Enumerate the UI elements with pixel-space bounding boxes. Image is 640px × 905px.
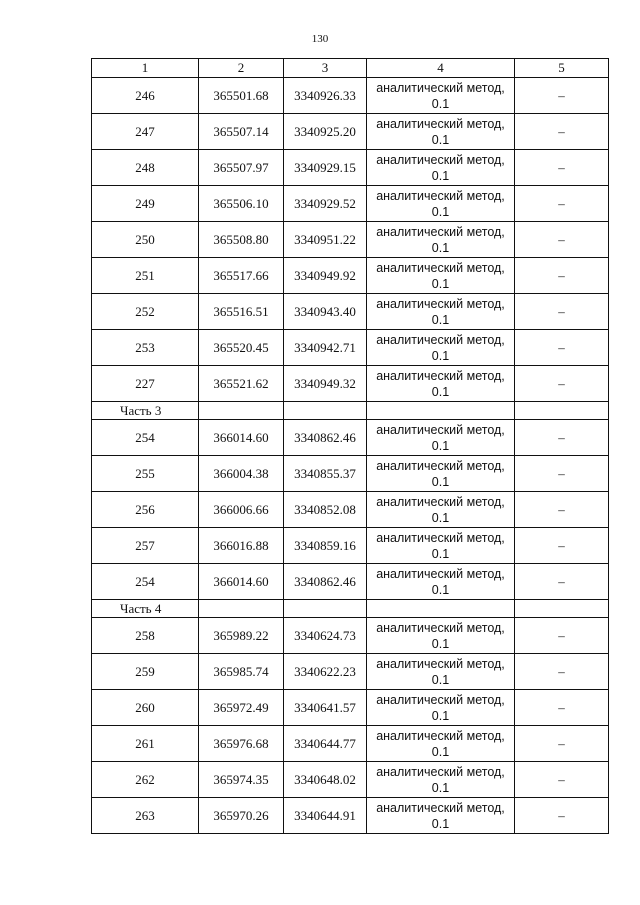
point-number-cell: 263	[92, 798, 199, 834]
table-row	[92, 456, 609, 492]
y-coordinate-cell: 3340624.73	[284, 618, 367, 654]
y-coordinate-cell: 3340862.46	[284, 420, 367, 456]
y-coordinate-cell: 3340644.91	[284, 798, 367, 834]
section-row	[92, 402, 609, 420]
table-row	[92, 330, 609, 366]
method-cell: аналитический метод, 0.1	[367, 564, 515, 600]
point-number-cell: 227	[92, 366, 199, 402]
y-coordinate-cell: 3340942.71	[284, 330, 367, 366]
note-cell: –	[515, 420, 609, 456]
method-cell: аналитический метод, 0.1	[367, 330, 515, 366]
y-coordinate-cell: 3340855.37	[284, 456, 367, 492]
x-coordinate-cell: 366004.38	[199, 456, 284, 492]
note-cell: –	[515, 690, 609, 726]
x-coordinate-cell: 365501.68	[199, 78, 284, 114]
x-coordinate-cell: 365516.51	[199, 294, 284, 330]
column-header-5: 5	[515, 59, 609, 78]
y-coordinate-cell: 3340622.23	[284, 654, 367, 690]
page-number: 130	[311, 33, 329, 45]
note-cell: –	[515, 798, 609, 834]
method-cell: аналитический метод, 0.1	[367, 78, 515, 114]
point-number-cell: 250	[92, 222, 199, 258]
table-row	[92, 762, 609, 798]
column-header-2: 2	[199, 59, 284, 78]
table-row	[92, 78, 609, 114]
section-row	[92, 600, 609, 618]
y-coordinate-cell: 3340929.15	[284, 150, 367, 186]
note-cell: –	[515, 618, 609, 654]
point-number-cell: 259	[92, 654, 199, 690]
x-coordinate-cell: 365521.62	[199, 366, 284, 402]
note-cell: –	[515, 222, 609, 258]
empty-cell	[199, 600, 284, 618]
method-cell: аналитический метод, 0.1	[367, 762, 515, 798]
y-coordinate-cell: 3340949.32	[284, 366, 367, 402]
section-label: Часть 4	[92, 600, 199, 618]
point-number-cell: 252	[92, 294, 199, 330]
table-row	[92, 186, 609, 222]
table-row	[92, 420, 609, 456]
note-cell: –	[515, 762, 609, 798]
x-coordinate-cell: 365974.35	[199, 762, 284, 798]
empty-cell	[284, 402, 367, 420]
point-number-cell: 251	[92, 258, 199, 294]
method-cell: аналитический метод, 0.1	[367, 726, 515, 762]
x-coordinate-cell: 365506.10	[199, 186, 284, 222]
y-coordinate-cell: 3340644.77	[284, 726, 367, 762]
table-row	[92, 492, 609, 528]
table-body	[92, 78, 609, 834]
table-row	[92, 618, 609, 654]
table-row	[92, 366, 609, 402]
x-coordinate-cell: 365517.66	[199, 258, 284, 294]
y-coordinate-cell: 3340641.57	[284, 690, 367, 726]
point-number-cell: 257	[92, 528, 199, 564]
table-row	[92, 258, 609, 294]
point-number-cell: 256	[92, 492, 199, 528]
note-cell: –	[515, 564, 609, 600]
x-coordinate-cell: 365520.45	[199, 330, 284, 366]
table-row	[92, 564, 609, 600]
empty-cell	[515, 402, 609, 420]
x-coordinate-cell: 366006.66	[199, 492, 284, 528]
table-row	[92, 528, 609, 564]
method-cell: аналитический метод, 0.1	[367, 114, 515, 150]
method-cell: аналитический метод, 0.1	[367, 690, 515, 726]
point-number-cell: 253	[92, 330, 199, 366]
table-row	[92, 654, 609, 690]
method-cell: аналитический метод, 0.1	[367, 420, 515, 456]
x-coordinate-cell: 365985.74	[199, 654, 284, 690]
point-number-cell: 260	[92, 690, 199, 726]
point-number-cell: 248	[92, 150, 199, 186]
column-header-3: 3	[284, 59, 367, 78]
column-header-1: 1	[92, 59, 199, 78]
table-row	[92, 150, 609, 186]
y-coordinate-cell: 3340943.40	[284, 294, 367, 330]
point-number-cell: 246	[92, 78, 199, 114]
y-coordinate-cell: 3340925.20	[284, 114, 367, 150]
table-row	[92, 114, 609, 150]
x-coordinate-cell: 366014.60	[199, 564, 284, 600]
empty-cell	[199, 402, 284, 420]
method-cell: аналитический метод, 0.1	[367, 456, 515, 492]
table-row	[92, 690, 609, 726]
table-row	[92, 294, 609, 330]
note-cell: –	[515, 186, 609, 222]
table-row	[92, 726, 609, 762]
method-cell: аналитический метод, 0.1	[367, 150, 515, 186]
x-coordinate-cell: 365507.14	[199, 114, 284, 150]
note-cell: –	[515, 456, 609, 492]
method-cell: аналитический метод, 0.1	[367, 366, 515, 402]
method-cell: аналитический метод, 0.1	[367, 222, 515, 258]
note-cell: –	[515, 726, 609, 762]
coordinates-table	[91, 58, 609, 834]
point-number-cell: 261	[92, 726, 199, 762]
x-coordinate-cell: 366014.60	[199, 420, 284, 456]
method-cell: аналитический метод, 0.1	[367, 294, 515, 330]
x-coordinate-cell: 365970.26	[199, 798, 284, 834]
method-cell: аналитический метод, 0.1	[367, 258, 515, 294]
x-coordinate-cell: 365989.22	[199, 618, 284, 654]
y-coordinate-cell: 3340862.46	[284, 564, 367, 600]
method-cell: аналитический метод, 0.1	[367, 492, 515, 528]
y-coordinate-cell: 3340926.33	[284, 78, 367, 114]
note-cell: –	[515, 78, 609, 114]
note-cell: –	[515, 294, 609, 330]
point-number-cell: 258	[92, 618, 199, 654]
table-row	[92, 222, 609, 258]
method-cell: аналитический метод, 0.1	[367, 186, 515, 222]
empty-cell	[284, 600, 367, 618]
note-cell: –	[515, 492, 609, 528]
x-coordinate-cell: 365972.49	[199, 690, 284, 726]
point-number-cell: 255	[92, 456, 199, 492]
point-number-cell: 262	[92, 762, 199, 798]
method-cell: аналитический метод, 0.1	[367, 618, 515, 654]
note-cell: –	[515, 528, 609, 564]
x-coordinate-cell: 366016.88	[199, 528, 284, 564]
x-coordinate-cell: 365976.68	[199, 726, 284, 762]
y-coordinate-cell: 3340951.22	[284, 222, 367, 258]
table-row	[92, 798, 609, 834]
note-cell: –	[515, 366, 609, 402]
y-coordinate-cell: 3340859.16	[284, 528, 367, 564]
note-cell: –	[515, 114, 609, 150]
column-header-4: 4	[367, 59, 515, 78]
point-number-cell: 254	[92, 420, 199, 456]
point-number-cell: 254	[92, 564, 199, 600]
point-number-cell: 249	[92, 186, 199, 222]
empty-cell	[367, 600, 515, 618]
method-cell: аналитический метод, 0.1	[367, 528, 515, 564]
empty-cell	[515, 600, 609, 618]
table-header-row	[92, 59, 609, 78]
note-cell: –	[515, 330, 609, 366]
note-cell: –	[515, 654, 609, 690]
point-number-cell: 247	[92, 114, 199, 150]
y-coordinate-cell: 3340648.02	[284, 762, 367, 798]
method-cell: аналитический метод, 0.1	[367, 654, 515, 690]
method-cell: аналитический метод, 0.1	[367, 798, 515, 834]
y-coordinate-cell: 3340852.08	[284, 492, 367, 528]
note-cell: –	[515, 150, 609, 186]
x-coordinate-cell: 365507.97	[199, 150, 284, 186]
note-cell: –	[515, 258, 609, 294]
section-label: Часть 3	[92, 402, 199, 420]
y-coordinate-cell: 3340949.92	[284, 258, 367, 294]
empty-cell	[367, 402, 515, 420]
x-coordinate-cell: 365508.80	[199, 222, 284, 258]
y-coordinate-cell: 3340929.52	[284, 186, 367, 222]
